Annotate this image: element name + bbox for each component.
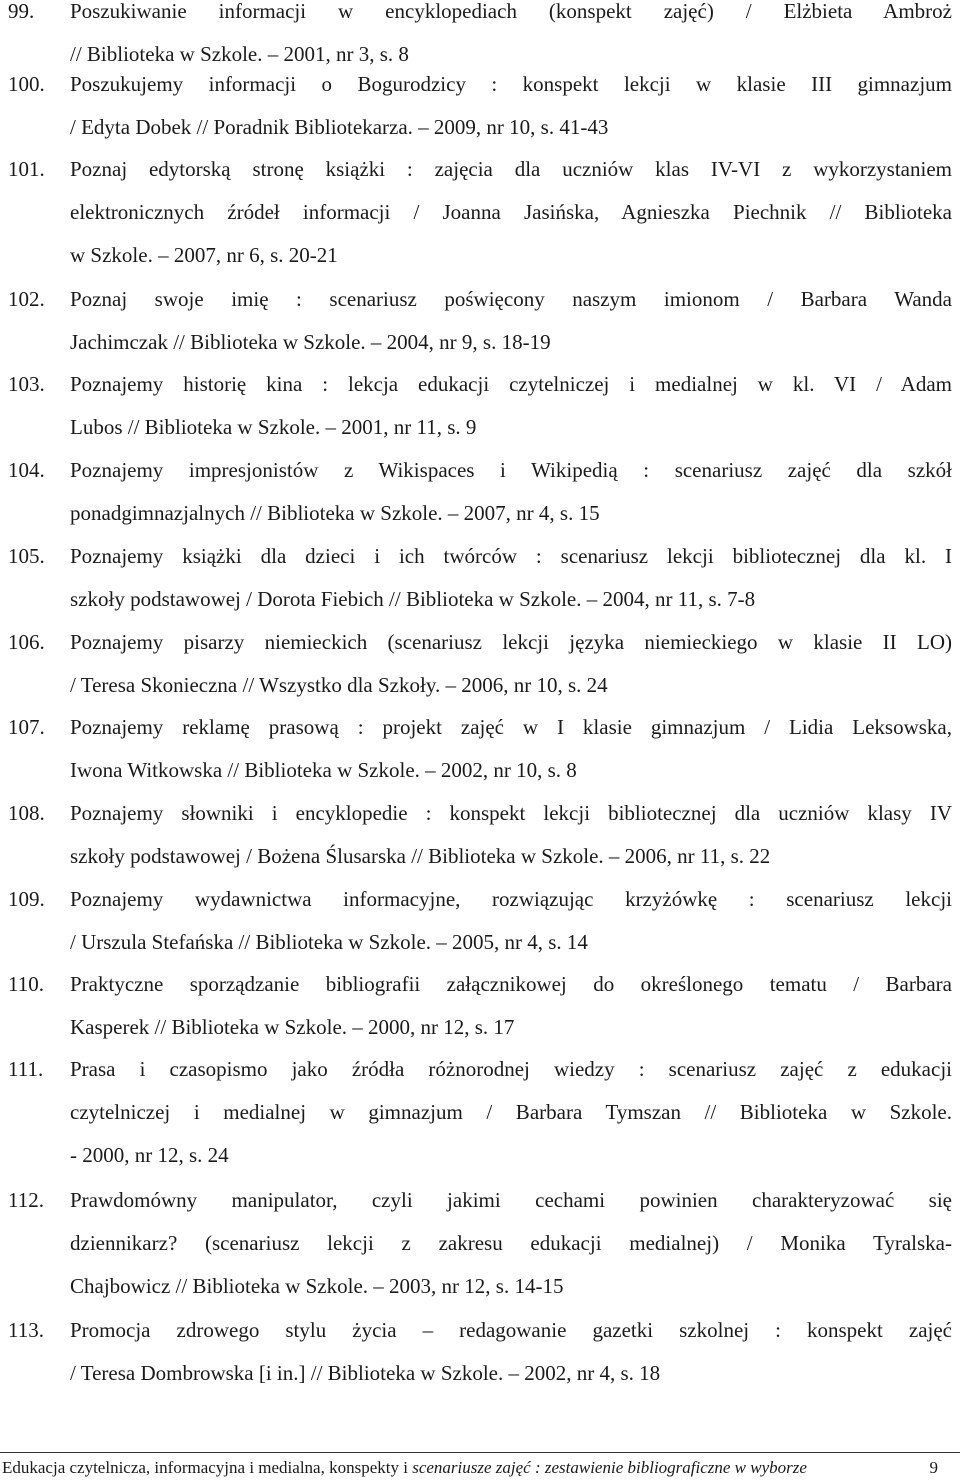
entry-line: Kasperek // Biblioteka w Szkole. – 2000, nr 12, s. 17	[70, 1015, 515, 1039]
entry-text	[70, 1179, 952, 1308]
entry-number: 110.	[8, 972, 44, 996]
entry-number: 106.	[8, 630, 45, 654]
bibliography-entry	[0, 1309, 960, 1395]
entry-line: / Urszula Stefańska // Biblioteka w Szkole. – 2005, nr 4, s. 14	[70, 930, 588, 954]
footer-divider	[0, 1452, 960, 1453]
entry-text	[70, 621, 952, 707]
entry-text	[70, 1309, 952, 1395]
bibliography-entry	[0, 1048, 960, 1177]
bibliography-entry	[0, 148, 960, 277]
entry-line: Poznaj swoje imię : scenariusz poświęcony naszym imionom / Barbara Wanda	[70, 287, 952, 311]
entry-number: 102.	[8, 287, 45, 311]
bibliography-entry	[0, 792, 960, 878]
bibliography-entry	[0, 621, 960, 707]
entry-text	[70, 148, 952, 277]
entry-line: Poszukujemy informacji o Bogurodzicy : konspekt lekcji w klasie III gimnazjum	[70, 72, 952, 96]
footer-title-italic: scenariusze zajęć : zestawienie bibliograficzne w wyborze	[412, 1458, 807, 1477]
entry-number: 113.	[8, 1318, 44, 1342]
entry-line: Poznajemy pisarzy niemieckich (scenariusz lekcji języka niemieckiego w klasie II LO)	[70, 630, 952, 654]
footer-title	[2, 1457, 807, 1479]
entry-number: 100.	[8, 72, 45, 96]
entry-text	[70, 792, 952, 878]
bibliography-entry	[0, 706, 960, 792]
entry-text	[70, 706, 952, 792]
entry-text	[70, 363, 952, 449]
entry-line: / Teresa Skonieczna // Wszystko dla Szkoły. – 2006, nr 10, s. 24	[70, 673, 608, 697]
entry-line: / Teresa Dombrowska [i in.] // Biblioteka w Szkole. – 2002, nr 4, s. 18	[70, 1361, 661, 1385]
entry-line: - 2000, nr 12, s. 24	[70, 1143, 229, 1167]
entry-line: szkoły podstawowej / Dorota Fiebich // Biblioteka w Szkole. – 2004, nr 11, s. 7-8	[70, 587, 756, 611]
entry-number: 101.	[8, 157, 45, 181]
entry-line: Praktyczne sporządzanie bibliografii załącznikowej do określonego tematu / Barbara	[70, 972, 952, 996]
entry-number: 109.	[8, 887, 45, 911]
entry-line: Poszukiwanie informacji w encyklopediach (konspekt zajęć) / Elżbieta Ambroż	[70, 0, 952, 23]
entry-line: Chajbowicz // Biblioteka w Szkole. – 2003, nr 12, s. 14-15	[70, 1274, 564, 1298]
entry-line: ponadgimnazjalnych // Biblioteka w Szkole. – 2007, nr 4, s. 15	[70, 501, 600, 525]
bibliography-entry	[0, 449, 960, 535]
entry-number: 104.	[8, 458, 45, 482]
entry-line: Poznajemy historię kina : lekcja edukacji czytelniczej i medialnej w kl. VI / Adam	[70, 372, 952, 396]
entry-line: Prasa i czasopismo jako źródła różnorodnej wiedzy : scenariusz zajęć z edukacji	[70, 1057, 952, 1081]
entry-line: Poznajemy wydawnictwa informacyjne, rozwiązując krzyżówkę : scenariusz lekcji	[70, 887, 952, 911]
entry-text	[70, 878, 952, 964]
entry-number: 111.	[8, 1057, 44, 1081]
page-number: 9	[929, 1458, 938, 1477]
entry-line: szkoły podstawowej / Bożena Ślusarska // Biblioteka w Szkole. – 2006, nr 11, s. 22	[70, 844, 771, 868]
entry-number: 103.	[8, 372, 45, 396]
entry-line: // Biblioteka w Szkole. – 2001, nr 3, s. 8	[70, 42, 409, 66]
entry-line: Poznajemy słowniki i encyklopedie : konspekt lekcji bibliotecznej dla uczniów klasy IV	[70, 801, 952, 825]
entry-line: / Edyta Dobek // Poradnik Bibliotekarza. – 2009, nr 10, s. 41-43	[70, 115, 609, 139]
bibliography-entry	[0, 1179, 960, 1308]
entry-text	[70, 63, 952, 149]
bibliography-entry	[0, 535, 960, 621]
entry-line: Prawdomówny manipulator, czyli jakimi cechami powinien charakteryzować się	[70, 1188, 952, 1212]
entry-text	[70, 449, 952, 535]
entry-line: Iwona Witkowska // Biblioteka w Szkole. – 2002, nr 10, s. 8	[70, 758, 577, 782]
entry-line: w Szkole. – 2007, nr 6, s. 20-21	[70, 243, 338, 267]
entry-number: 108.	[8, 801, 45, 825]
entry-line: dziennikarz? (scenariusz lekcji z zakresu edukacji medialnej) / Monika Tyralska-	[70, 1231, 952, 1255]
bibliography-entry	[0, 363, 960, 449]
entry-text	[70, 1048, 952, 1177]
entry-line: Poznaj edytorską stronę książki : zajęcia dla uczniów klas IV-VI z wykorzystaniem	[70, 157, 952, 181]
entry-number: 99.	[8, 0, 35, 23]
entry-line: Jachimczak // Biblioteka w Szkole. – 2004, nr 9, s. 18-19	[70, 330, 551, 354]
entry-line: Poznajemy impresjonistów z Wikispaces i Wikipedią : scenariusz zajęć dla szkół	[70, 458, 952, 482]
entry-line: Promocja zdrowego stylu życia – redagowanie gazetki szkolnej : konspekt zajęć	[70, 1318, 952, 1342]
entry-line: Lubos // Biblioteka w Szkole. – 2001, nr 11, s. 9	[70, 415, 477, 439]
entry-text	[70, 963, 952, 1049]
entry-line: Poznajemy reklamę prasową : projekt zajęć w I klasie gimnazjum / Lidia Leksowska,	[70, 715, 952, 739]
entry-text	[70, 278, 952, 364]
bibliography-entry	[0, 63, 960, 149]
entry-number: 105.	[8, 544, 45, 568]
bibliography-entry	[0, 278, 960, 364]
entry-line: Poznajemy książki dla dzieci i ich twórców : scenariusz lekcji bibliotecznej dla kl. I	[70, 544, 952, 568]
entry-number: 112.	[8, 1188, 44, 1212]
bibliography-entry	[0, 963, 960, 1049]
entry-number: 107.	[8, 715, 45, 739]
entry-line: elektronicznych źródeł informacji / Joanna Jasińska, Agnieszka Piechnik // Biblioteka	[70, 200, 952, 224]
entry-text	[70, 535, 952, 621]
entry-line: czytelniczej i medialnej w gimnazjum / Barbara Tymszan // Biblioteka w Szkole.	[70, 1100, 952, 1124]
footer-title-regular: Edukacja czytelnicza, informacyjna i medialna, konspekty i	[2, 1458, 413, 1477]
bibliography-entry	[0, 878, 960, 964]
page-footer	[0, 1457, 960, 1479]
